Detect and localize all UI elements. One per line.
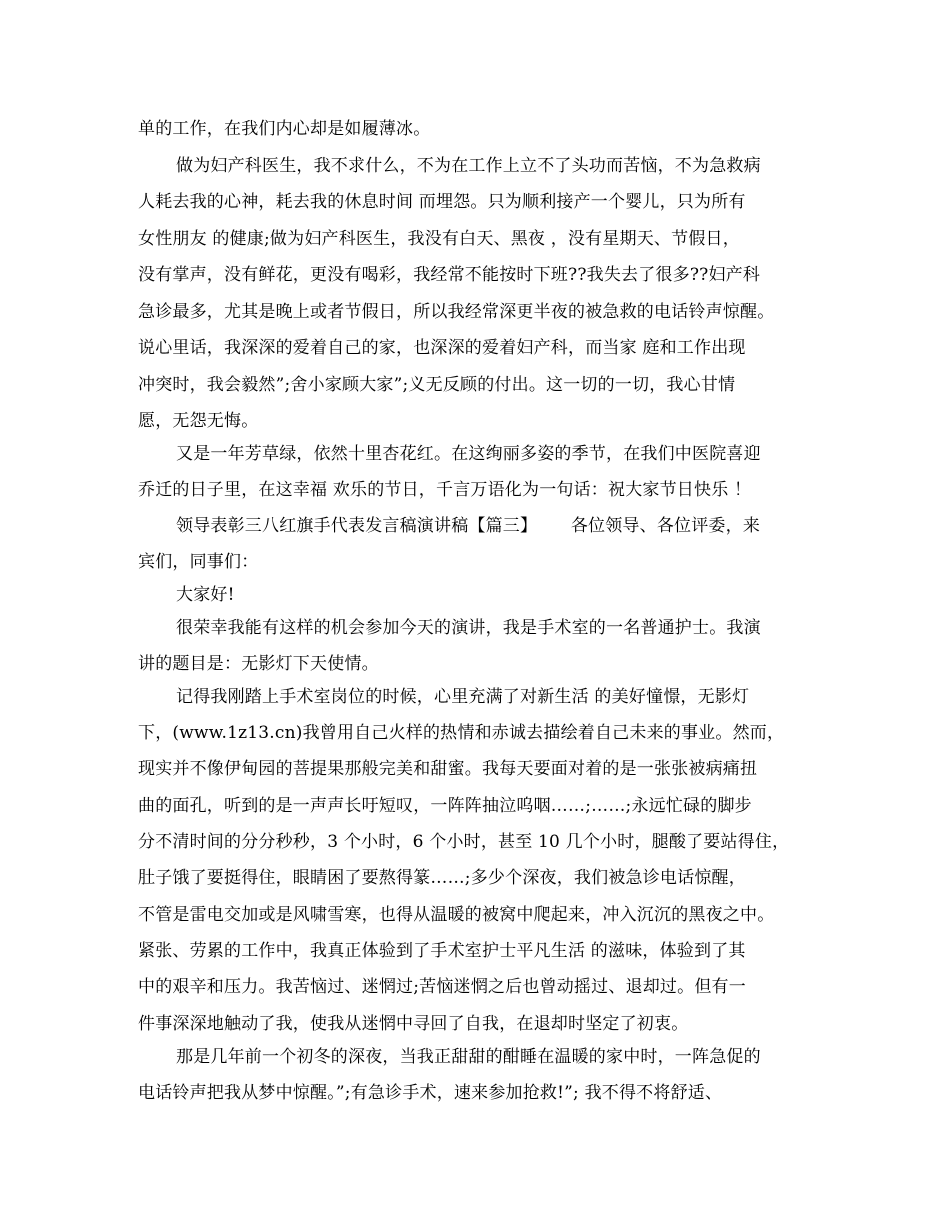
text-line: 大家好! <box>176 585 235 605</box>
text-line: 单的工作，在我们内心却是如履薄冰。 <box>138 119 431 139</box>
text-line: 件事深深地触动了我，使我从迷惘中寻回了自我，在退却时坚定了初衷。 <box>138 1014 689 1034</box>
text-line: 急诊最多，尤其是晚上或者节假日，所以我经常深更半夜的被急救的电话铃声惊醒。 <box>138 302 775 322</box>
text-line: 又是一年芳草绿，依然十里杏花红。在这绚丽多姿的季节，在我们中医院喜迎 <box>176 444 761 464</box>
text-line: 记得我刚踏上手术室岗位的时候，心里充满了对新生活 的美好憧憬，无影灯 <box>176 687 750 707</box>
text-line: 电话铃声把我从梦中惊醒。”;有急诊手术，速来参加抢救!”; 我不得不将舒适、 <box>138 1083 723 1103</box>
text-line: 现实并不像伊甸园的菩提果那般完美和甜蜜。我每天要面对着的是一张张被病痛扭 <box>138 759 758 779</box>
text-line: 那是几年前一个初冬的深夜，当我正甜甜的酣睡在温暖的家中时，一阵急促的 <box>176 1047 761 1067</box>
text-line: 人耗去我的心神，耗去我的休息时间 而埋怨。只为顺利接产一个婴儿，只为所有 <box>138 192 746 212</box>
text-line: 分不清时间的分分秒秒，3 个小时，6 个小时，甚至 10 几个小时，腿酸了要站得住， <box>138 832 790 852</box>
text-line: 女性朋友 的健康;做为妇产科医生，我没有白天、黑夜 ，没有星期天、节假日， <box>138 229 740 249</box>
text-line: 做为妇产科医生，我不求什么，不为在工作上立不了头功而苦恼，不为急救病 <box>176 156 761 176</box>
text-line: 曲的面孔，听到的是一声声长吁短叹，一阵阵抽泣呜咽……;……;永远忙碌的脚步 <box>138 796 752 816</box>
text-line: 宾们，同事们： <box>138 552 259 572</box>
text-line: 没有掌声，没有鲜花，更没有喝彩，我经常不能按时下班??我失去了很多??妇产科 <box>138 265 761 285</box>
text-line: 中的艰辛和压力。我苦恼过、迷惘过;苦恼迷惘之后也曾动摇过、退却过。但有一 <box>138 977 746 997</box>
text-line: 紧张、劳累的工作中，我真正体验到了手术室护士平凡生活 的滋味，体验到了其 <box>138 941 746 961</box>
text-line: 乔迁的日子里，在这幸福 欢乐的节日，千言万语化为一句话：祝大家节日快乐 ！ <box>138 480 752 500</box>
text-line: 下，(www.1z13.cn)我曾用自己火样的热情和赤诚去描绘着自己未来的事业。然而， <box>138 723 785 743</box>
text-line: 很荣幸我能有这样的机会参加今天的演讲，我是手术室的一名普通护士。我演 <box>176 618 761 638</box>
text-line: 讲的题目是：无影灯下天使情。 <box>138 654 379 674</box>
text-line: 领导表彰三八红旗手代表发言稿演讲稿【篇三】 各位领导、各位评委，来 <box>176 516 761 536</box>
text-line: 冲突时，我会毅然”;舍小家顾大家”;义无反顾的付出。这一切的一切，我心甘情 <box>138 375 736 395</box>
text-line: 肚子饿了要挺得住，眼睛困了要熬得篆……;多少个深夜，我们被急诊电话惊醒， <box>138 868 746 888</box>
text-line: 愿，无怨无悔。 <box>138 411 259 431</box>
text-line: 说心里话，我深深的爱着自己的家，也深深的爱着妇产科，而当家 庭和工作出现 <box>138 338 746 358</box>
text-line: 不管是雷电交加或是风啸雪寒，也得从温暖的被窝中爬起来，冲入沉沉的黑夜之中。 <box>138 905 775 925</box>
